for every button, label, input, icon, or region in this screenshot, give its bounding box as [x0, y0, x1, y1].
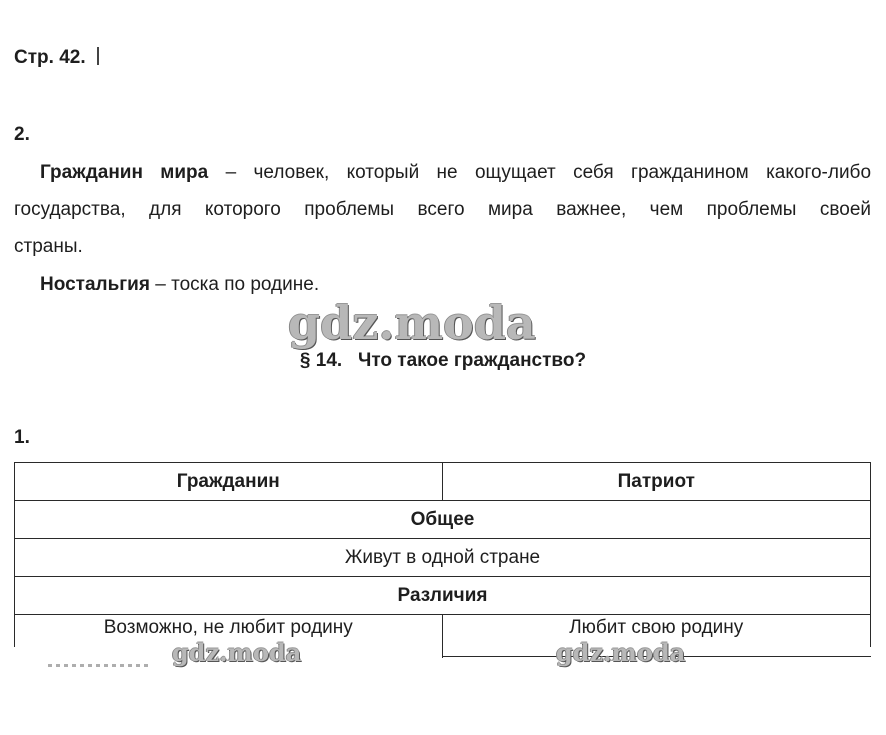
- difference-citizen: Возможно, не любит родину: [15, 615, 443, 678]
- task-2-number: 2.: [14, 124, 30, 145]
- term-nostalgia: Ностальгия: [40, 274, 150, 295]
- section-title: § 14. Что такое гражданство?: [299, 350, 587, 371]
- watermark-logo: gdz.moda: [288, 296, 536, 350]
- table-row: [15, 577, 871, 615]
- header-patriot: Патриот: [442, 463, 870, 501]
- cropped-text-fragment: [48, 664, 148, 667]
- term-citizen-of-world: Гражданин мира: [40, 162, 209, 183]
- common-value: Живут в одной стране: [15, 539, 871, 577]
- header-citizen: Гражданин: [15, 463, 443, 501]
- table-divider-fragment: [442, 618, 443, 658]
- table-row: [15, 539, 871, 577]
- cropped-text-fragment: [97, 47, 99, 65]
- difference-patriot: Любит свою родину: [442, 615, 870, 678]
- watermark-logo: gdz.moda: [172, 638, 302, 667]
- watermark-logo: gdz.moda: [556, 638, 686, 667]
- common-title: Общее: [15, 501, 871, 539]
- differences-title: Различия: [15, 577, 871, 615]
- definition-citizen-of-world-line1: Гражданин мира – человек, который не ощущает себя гражданином какого-либо: [40, 162, 872, 183]
- page-reference: Стр. 42.: [14, 47, 99, 69]
- definition-citizen-of-world-line3: страны.: [14, 236, 83, 257]
- table-header-row: [15, 463, 871, 501]
- definition-nostalgia: Ностальгия – тоска по родине.: [40, 274, 320, 295]
- definition-citizen-of-world-line2: государства, для которого проблемы всего мира важнее, чем проблемы своей: [14, 199, 871, 220]
- table-row: [15, 501, 871, 539]
- task-1-number: 1.: [14, 427, 30, 448]
- cropped-page-area: [0, 647, 886, 735]
